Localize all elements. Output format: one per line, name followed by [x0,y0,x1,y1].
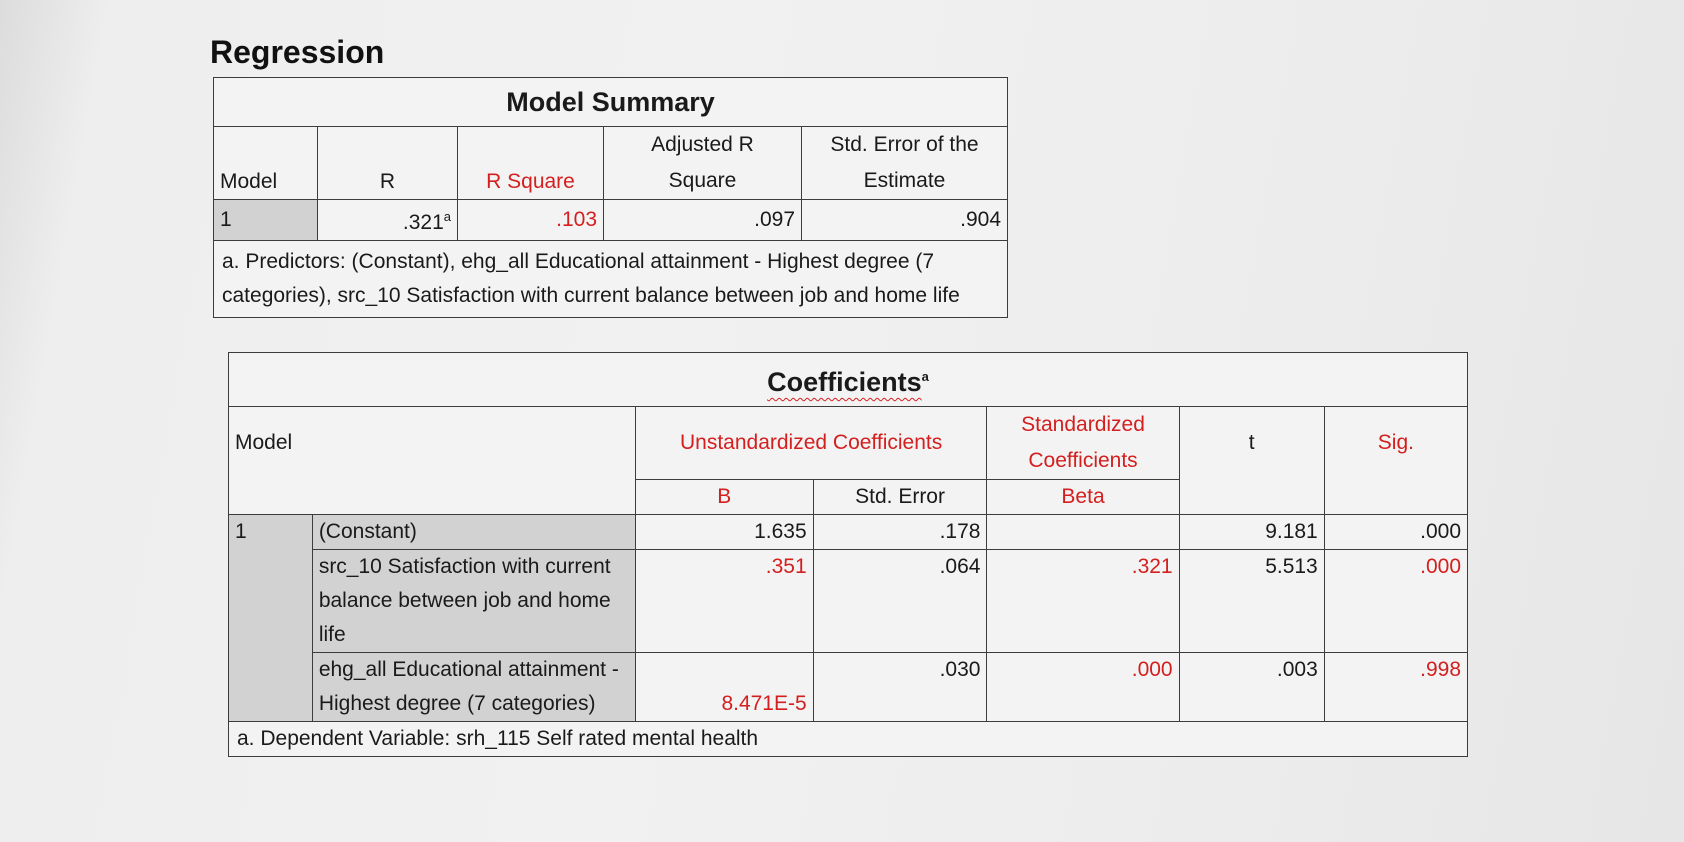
ms-header-adj-r-line1: Adjusted R [651,133,754,156]
ms-data-row [214,200,1008,241]
coef-sig-value: .998 [1324,653,1467,722]
coef-header-unstandardized: Unstandardized Coefficients [635,407,987,480]
coef-header-t: t [1179,407,1324,480]
coef-t-value: 5.513 [1179,550,1324,653]
coef-footnote: a. Dependent Variable: srh_115 Self rated mental health [229,722,1468,757]
table-row [229,550,1468,653]
ms-header-adj-r-square [604,127,802,200]
coef-sig-value: .000 [1324,515,1467,550]
coef-row-label: (Constant) [312,515,635,550]
ms-std-error-value: .904 [802,200,1008,241]
coef-beta-value: .321 [987,550,1179,653]
coef-subheader-blank [229,480,636,515]
ms-r-value [318,200,458,241]
coef-b-value: .351 [635,550,813,653]
table-row [229,653,1468,722]
coef-header-model: Model [229,407,636,480]
coef-t-value: 9.181 [1179,515,1324,550]
coef-header-std-line2: Coefficients [1028,449,1138,472]
coef-header-std-line1: Standardized [1021,413,1145,436]
ms-header-std-error [802,127,1008,200]
page-title: Regression [210,34,385,70]
ms-r-footnote-mark: a [443,209,451,224]
coef-std-error-value: .030 [813,653,987,722]
model-summary-title: Model Summary [214,78,1008,127]
coef-header-standardized [987,407,1179,480]
coef-b-value: 8.471E-5 [635,653,813,722]
coefficients-title-footnote-mark: a [921,369,929,384]
ms-header-adj-r-line2: Square [668,169,737,192]
coef-subheader-sig-blank [1324,480,1467,515]
ms-header-model: Model [214,127,318,200]
coef-header-beta: Beta [987,480,1179,515]
coef-row-label: src_10 Satisfaction with current balance between job and home life [312,550,635,653]
coef-b-value: 1.635 [635,515,813,550]
coefficients-title-text: Coefficients [767,367,922,397]
ms-r-number: .321 [402,211,444,234]
coef-header-std-error: Std. Error [813,480,987,515]
ms-header-se-line1: Std. Error of the [830,133,979,156]
coef-beta-value [987,515,1179,550]
coef-sig-value: .000 [1324,550,1467,653]
coefficients-title [229,353,1468,407]
table-row [229,515,1468,550]
ms-model-number: 1 [214,200,318,241]
ms-r-square-value: .103 [458,200,604,241]
model-summary-table [213,77,1008,318]
coef-std-error-value: .178 [813,515,987,550]
coef-model-number: 1 [229,515,313,722]
ms-footnote: a. Predictors: (Constant), ehg_all Educational attainment - Highest degree (7 categories), src_10 Satisfaction with current balance between job and home life [214,241,1008,318]
coef-subheader-t-blank [1179,480,1324,515]
ms-header-r-square: R Square [458,127,604,200]
coef-header-b: B [635,480,813,515]
ms-header-se-line2: Estimate [863,169,946,192]
coef-header-sig: Sig. [1324,407,1467,480]
coef-row-label: ehg_all Educational attainment - Highest degree (7 categories) [312,653,635,722]
ms-adj-r-square-value: .097 [604,200,802,241]
coef-beta-value: .000 [987,653,1179,722]
ms-header-r: R [318,127,458,200]
coef-std-error-value: .064 [813,550,987,653]
coefficients-table [228,352,1468,757]
coef-t-value: .003 [1179,653,1324,722]
